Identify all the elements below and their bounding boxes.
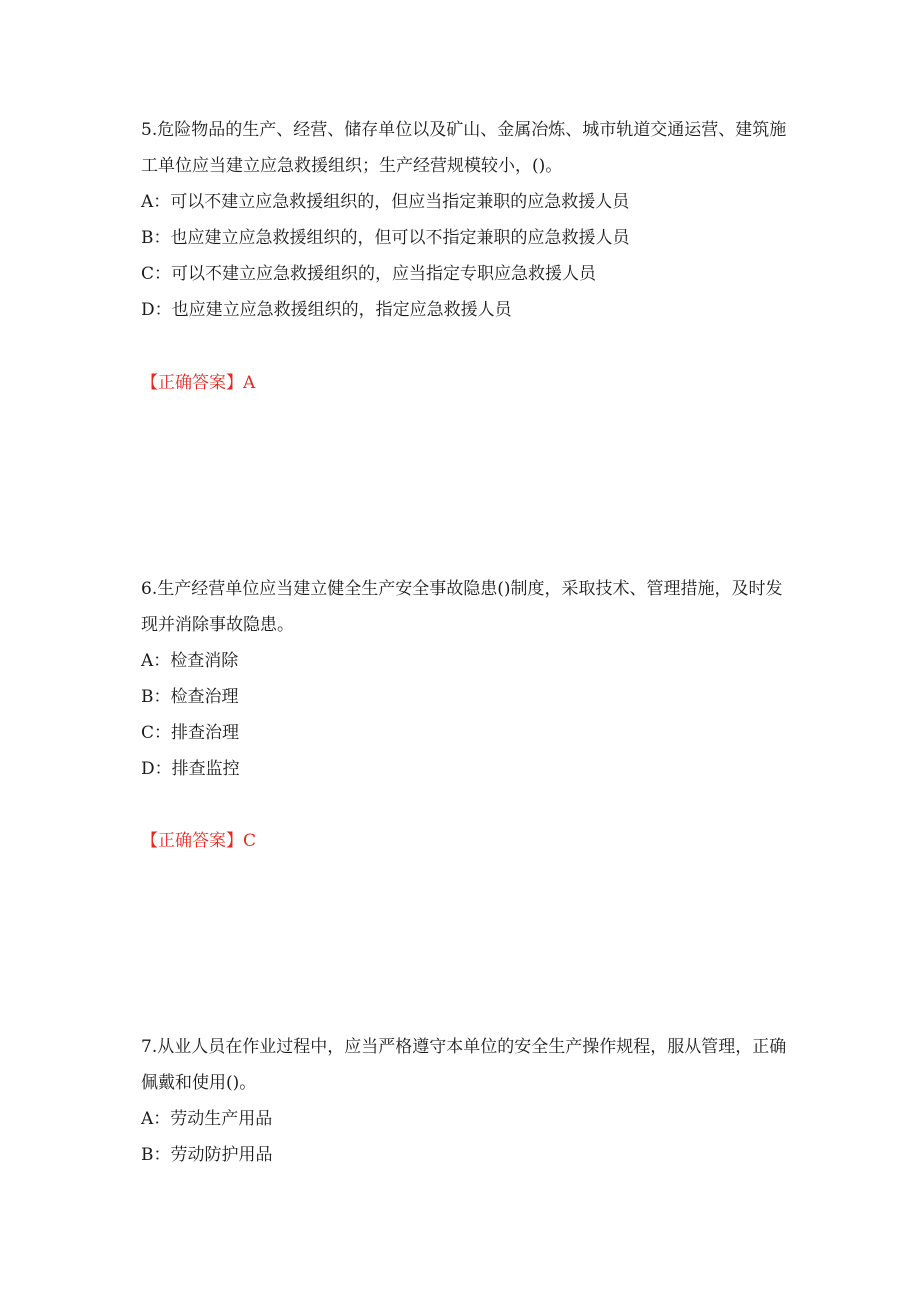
option-a: A：检查消除 xyxy=(141,651,239,671)
correct-answer-5: 【正确答案】A xyxy=(141,373,256,393)
question-6 xyxy=(141,571,791,787)
correct-answer-6: 【正确答案】C xyxy=(141,831,257,851)
question-7 xyxy=(141,1029,791,1173)
option-b: B：检查治理 xyxy=(141,687,239,707)
option-d: D：也应建立应急救援组织的，指定应急救援人员 xyxy=(141,300,512,320)
question-stem: 5.危险物品的生产、经营、储存单位以及矿山、金属冶炼、城市轨道交通运营、建筑施工单位应当建立应急救援组织；生产经营规模较小，()。 xyxy=(141,120,787,176)
question-stem: 6.生产经营单位应当建立健全生产安全事故隐患()制度，采取技术、管理措施，及时发现并消除事故隐患。 xyxy=(141,579,783,635)
option-d: D：排查监控 xyxy=(141,759,240,779)
option-c: C：可以不建立应急救援组织的，应当指定专职应急救援人员 xyxy=(141,264,597,284)
option-c: C：排查治理 xyxy=(141,723,240,743)
question-5 xyxy=(141,112,791,328)
option-a: A：劳动生产用品 xyxy=(141,1109,273,1129)
question-stem: 7.从业人员在作业过程中，应当严格遵守本单位的安全生产操作规程，服从管理，正确佩戴和使用()。 xyxy=(141,1037,787,1093)
option-b: B：也应建立应急救援组织的，但可以不指定兼职的应急救援人员 xyxy=(141,228,630,248)
option-a: A：可以不建立应急救援组织的，但应当指定兼职的应急救援人员 xyxy=(141,192,630,212)
option-b: B：劳动防护用品 xyxy=(141,1145,273,1165)
